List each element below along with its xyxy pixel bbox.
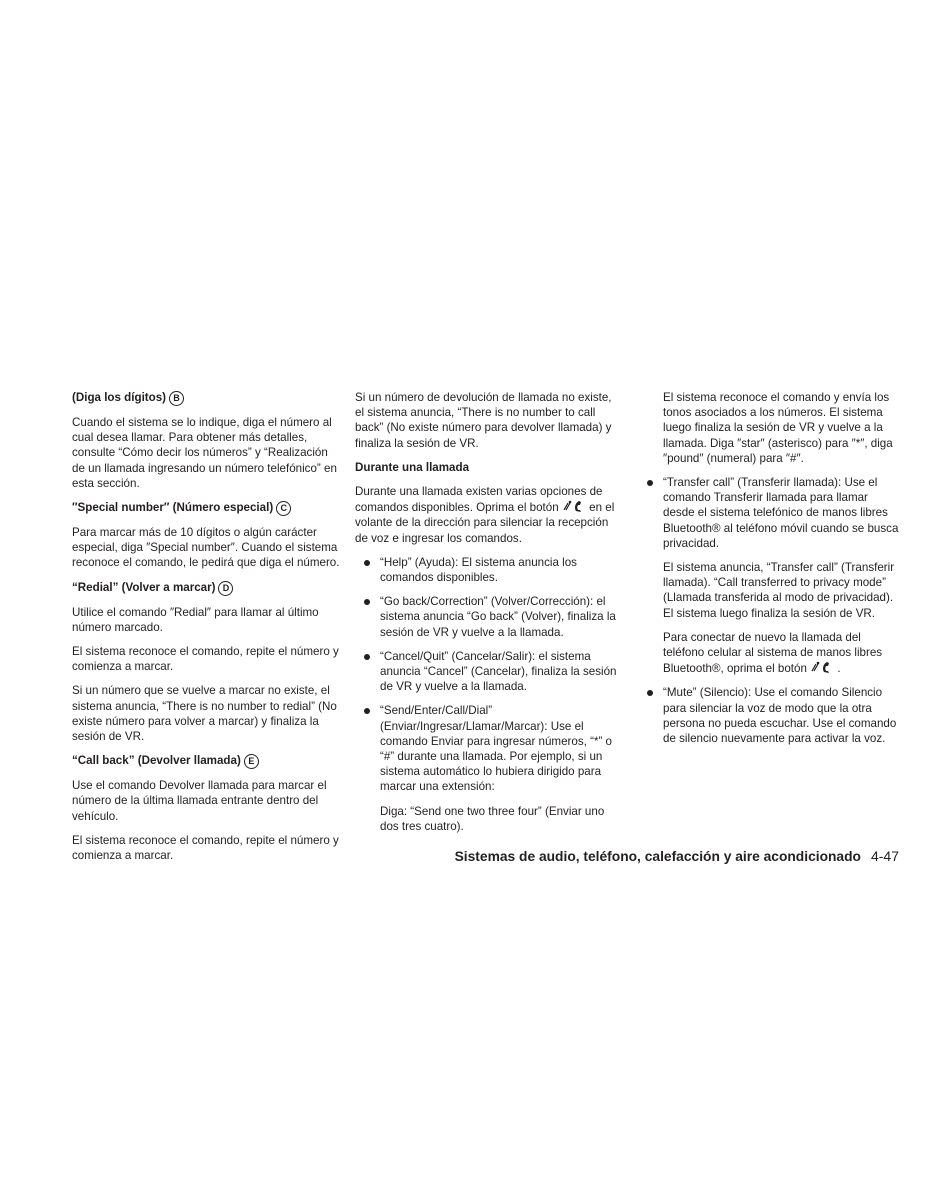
paragraph	[355, 484, 619, 546]
bullet-icon	[364, 654, 370, 660]
list-item-subtext: El sistema anuncia, “Transfer call” (Transferir llamada). “Call transferred to privacy mode” (Llamada transferida al modo de privacidad). El sistema luego finaliza la sesión de VR.	[663, 561, 895, 620]
paragraph: Utilice el comando ″Redial″ para llamar al último número marcado.	[72, 605, 319, 634]
paragraph: Use el comando Devolver llamada para marcar el número de la última llamada entrante dentro del vehículo.	[72, 779, 327, 823]
paragraph: Para marcar más de 10 dígitos o algún carácter especial, diga ″Special number″. Cuando el sistema reconoce el comando, le pedirá que diga el número.	[72, 526, 340, 570]
heading-redial	[72, 580, 340, 596]
bullet-icon	[647, 480, 653, 486]
paragraph: El sistema reconoce el comando, repite el número y comienza a marcar.	[72, 833, 339, 863]
list-item-subtext: Diga: “Send one two three four” (Enviar uno dos tres cuatro).	[380, 804, 605, 833]
callout-badge-c: C	[276, 501, 291, 516]
list-item-text: “Go back/Correction” (Volver/Corrección): el sistema anuncia “Go back” (Volver), finaliza la sesión de VR y vuelve a la llamada.	[380, 595, 616, 639]
paragraph: El sistema reconoce el comando y envía los tonos asociados a los números. El sistema luego finaliza la sesión de VR y vuelve a la llamada. Diga ″star″ (asterisco) para ″*″, diga ″pound″ (numeral) para ″#″.	[663, 391, 893, 465]
paragraph: Si un número de devolución de llamada no existe, el sistema anuncia, “There is no number to call back” (No existe número para devolver llamada) y finaliza la sesión de VR.	[355, 391, 612, 450]
paragraph-text: .	[837, 662, 841, 676]
list-item-text: “Help” (Ayuda): El sistema anuncia los comandos disponibles.	[380, 555, 577, 585]
list-item-text: “Transfer call” (Transferir llamada): Use el comando Transferir llamada para llamar desde el sistema telefónico de manos libres Bluetooth® al teléfono móvil cuando se busca privacidad.	[663, 476, 899, 550]
list-item	[355, 555, 619, 585]
bullet-icon	[364, 708, 370, 714]
list-item	[355, 703, 619, 794]
list-item	[355, 649, 619, 695]
list-item-text: “Cancel/Quit” (Cancelar/Salir): el sistema anuncia “Cancel” (Cancelar), finaliza la sesión de VR y vuelve a la llamada.	[380, 649, 617, 694]
heading-durante-llamada: Durante una llamada	[355, 460, 470, 474]
paragraph: Cuando el sistema se lo indique, diga el número al cual desea llamar. Para obtener más detalles, consulte “Cómo decir los números” y “Realización de un llamada ingresando un número telefónico” en esta sección.	[72, 416, 337, 490]
page-number: 4-47	[870, 848, 899, 864]
bullet-icon	[647, 690, 653, 696]
column-left	[72, 390, 340, 872]
list-item-subtext	[638, 630, 902, 677]
page-footer	[455, 848, 899, 864]
heading-text: “Call back” (Devolver llamada)	[72, 754, 241, 768]
heading-text: ″Special number″ (Número especial)	[72, 501, 274, 515]
paragraph: Si un número que se vuelve a marcar no existe, el sistema anuncia, “There is no number to redial” (No existe número para volver a marcar) y finaliza la sesión de VR.	[72, 684, 337, 744]
list-item-text: “Mute” (Silencio): Use el comando Silencio para silenciar la voz de modo que la otra persona no pueda escuchar. Use el comando de silencio nuevamente para activar la voz.	[663, 686, 897, 746]
column-middle	[355, 390, 619, 843]
paragraph-text: Durante una llamada existen varias opciones de comandos disponibles. Oprima el botón	[355, 485, 603, 515]
heading-text: (Diga los dígitos)	[72, 391, 167, 404]
footer-section-title: Sistemas de audio, teléfono, calefacción y aire acondicionado	[454, 849, 861, 864]
column-right	[638, 390, 902, 755]
list-item	[638, 685, 902, 746]
paragraph-text: en el volante de la dirección para silenciar la recepción de voz e ingresar los comandos.	[355, 501, 615, 545]
callout-badge-b: B	[169, 391, 184, 406]
callout-badge-d: D	[218, 581, 233, 596]
heading-text: “Redial” (Volver a marcar)	[72, 580, 216, 594]
paragraph-text: Para conectar de nuevo la llamada del teléfono celular al sistema de manos libres Bluetooth®, oprima el botón	[663, 630, 883, 676]
list-item	[638, 475, 902, 551]
list-item-text: “Send/Enter/Call/Dial” (Enviar/Ingresar/Llamar/Marcar): Use el comando Enviar para ingresar números, “*” o “#” durante una llamada. Por ejemplo, si un sistema automático lo hubiera dirigido para marcar una extensión:	[380, 704, 612, 794]
heading-special-number	[72, 500, 340, 516]
heading-diga-digitos	[72, 390, 340, 406]
bullet-icon	[364, 599, 370, 605]
list-item	[355, 594, 619, 640]
talk-phone-icon	[562, 499, 586, 513]
paragraph: El sistema reconoce el comando, repite el número y comienza a marcar.	[72, 645, 339, 674]
bullet-icon	[364, 560, 370, 566]
callout-badge-e: E	[244, 754, 259, 769]
heading-call-back	[72, 753, 340, 769]
talk-phone-icon	[810, 660, 834, 674]
